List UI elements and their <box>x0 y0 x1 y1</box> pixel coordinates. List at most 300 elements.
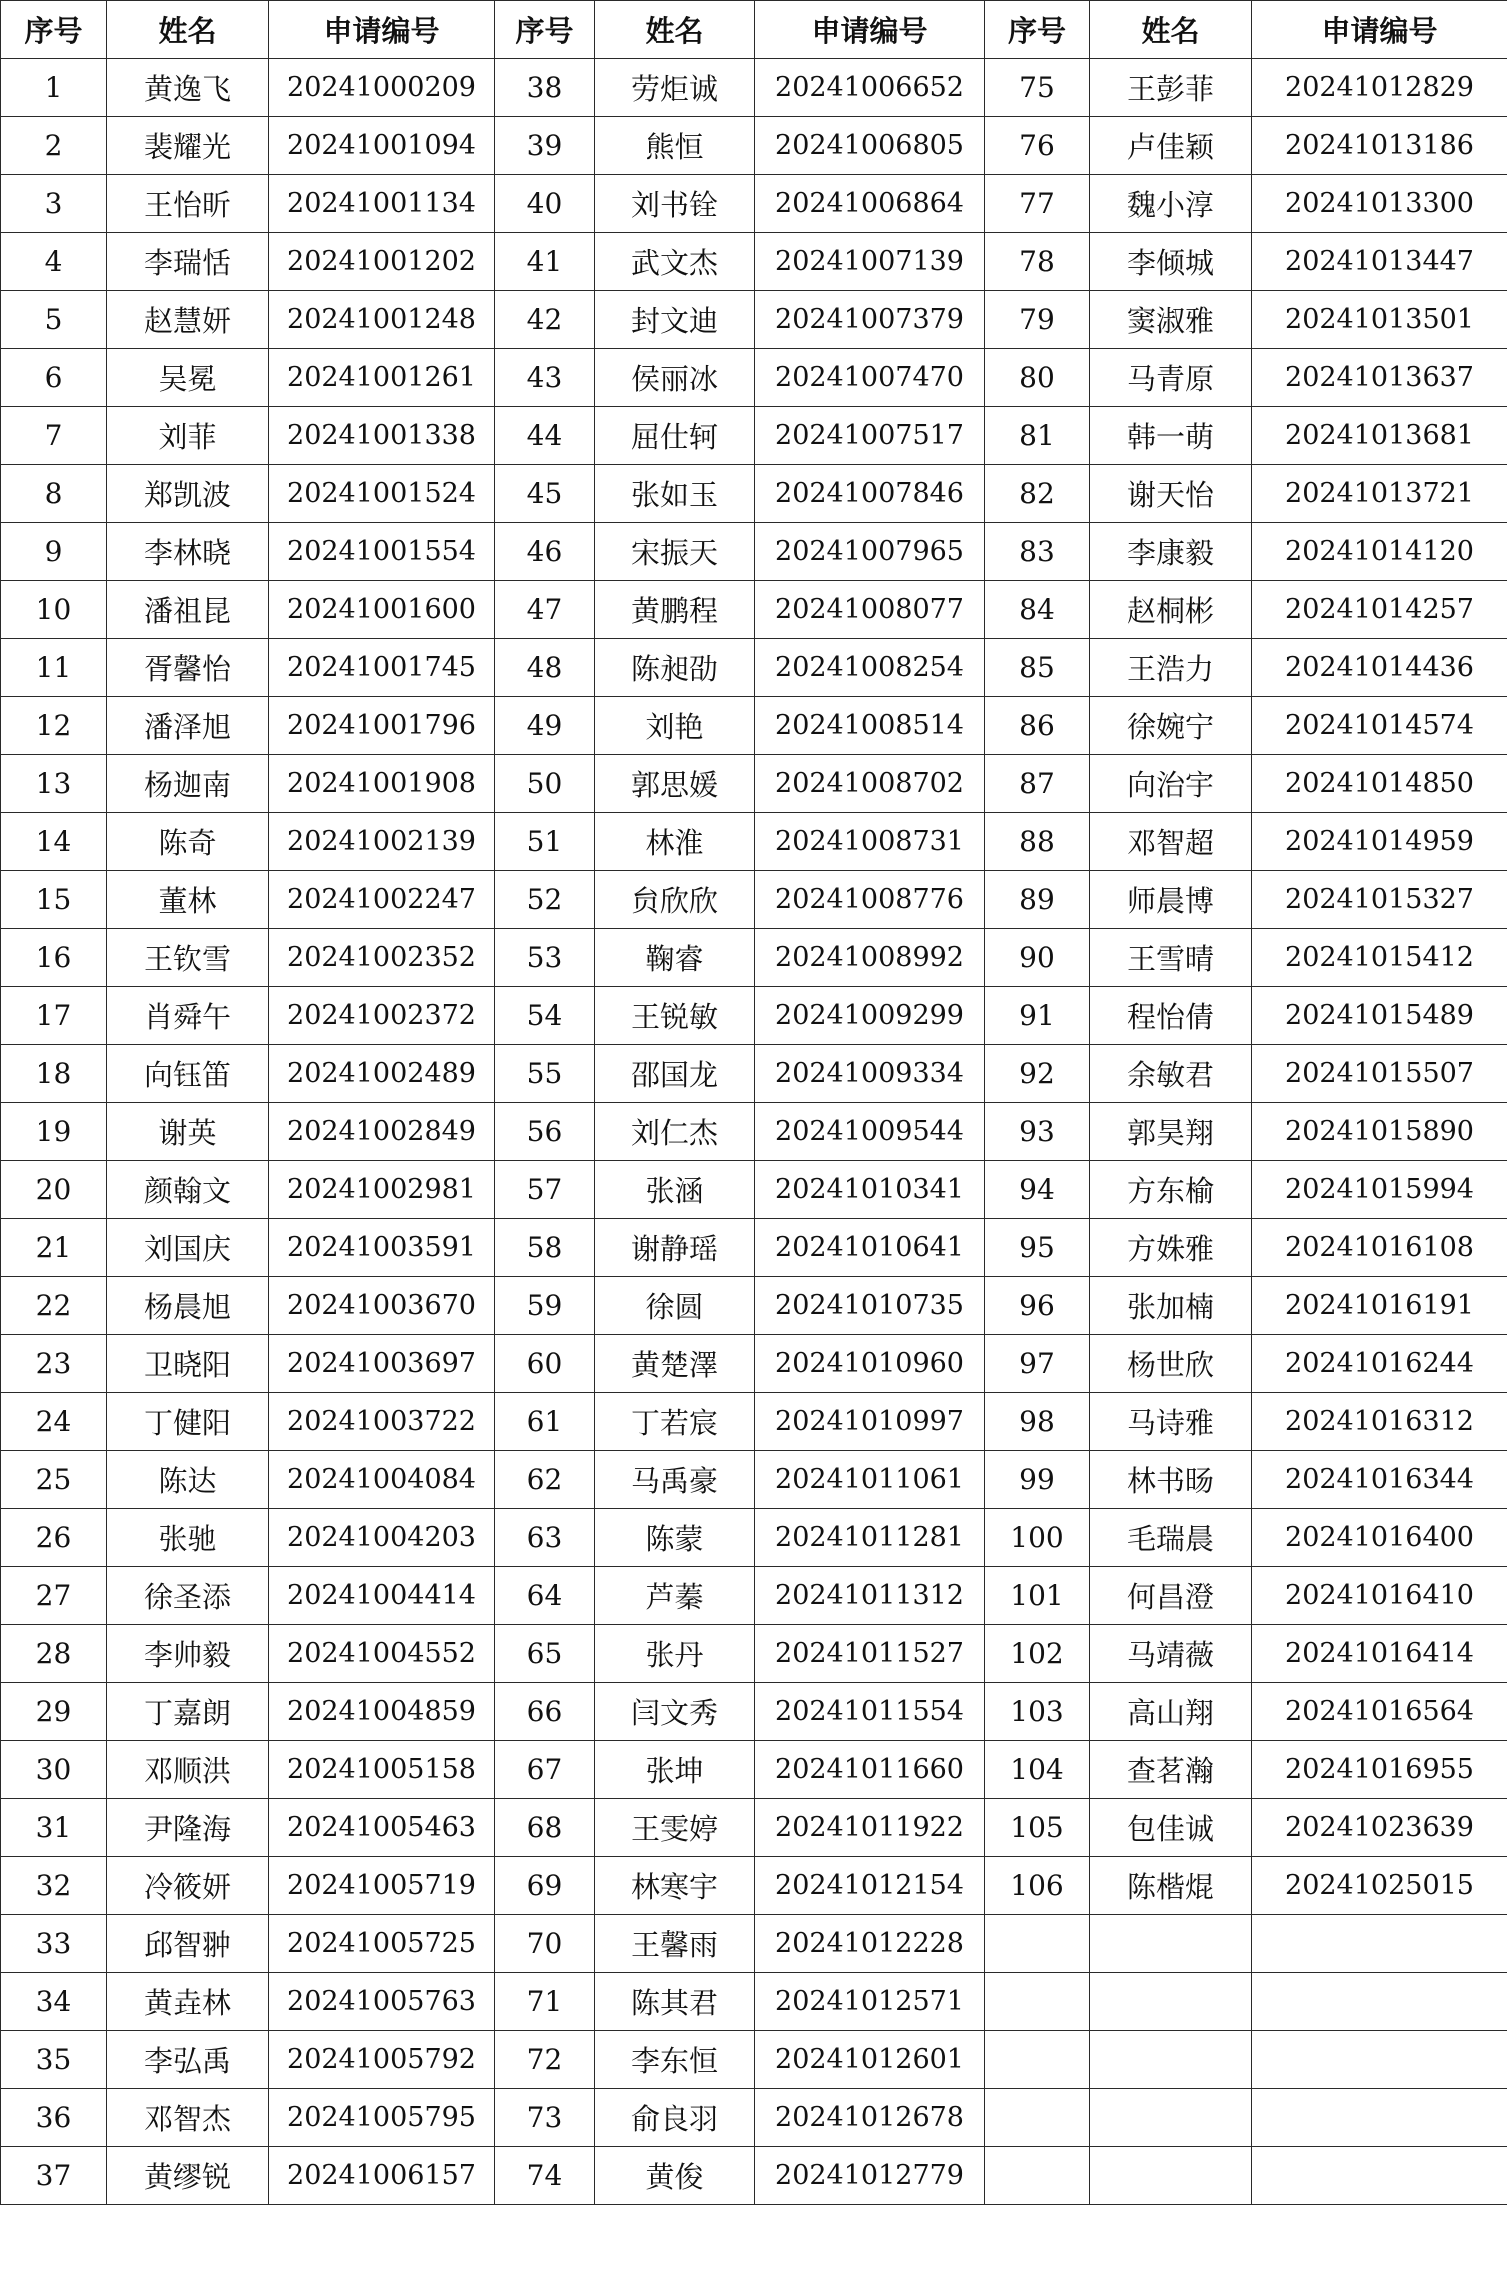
name-cell: 李东恒 <box>595 2031 755 2089</box>
seq-cell: 86 <box>985 697 1090 755</box>
app-no-cell: 20241009299 <box>755 987 985 1045</box>
seq-cell: 106 <box>985 1857 1090 1915</box>
name-cell: 陈奇 <box>107 813 269 871</box>
table-row <box>1 813 1507 871</box>
table-row <box>1 1509 1507 1567</box>
name-cell: 丁健阳 <box>107 1393 269 1451</box>
name-cell: 黄鹏程 <box>595 581 755 639</box>
app-no-cell: 20241004552 <box>269 1625 495 1683</box>
name-cell: 李倾城 <box>1090 233 1252 291</box>
app-no-cell: 20241016312 <box>1252 1393 1507 1451</box>
seq-cell: 81 <box>985 407 1090 465</box>
seq-cell: 22 <box>1 1277 107 1335</box>
name-cell: 陈楷焜 <box>1090 1857 1252 1915</box>
app-no-cell: 20241006652 <box>755 59 985 117</box>
seq-cell: 58 <box>495 1219 595 1277</box>
name-cell: 赵慧妍 <box>107 291 269 349</box>
seq-cell: 14 <box>1 813 107 871</box>
name-cell: 王浩力 <box>1090 639 1252 697</box>
seq-cell: 5 <box>1 291 107 349</box>
table-row <box>1 523 1507 581</box>
seq-cell: 60 <box>495 1335 595 1393</box>
name-cell: 郑凯波 <box>107 465 269 523</box>
name-cell: 杨晨旭 <box>107 1277 269 1335</box>
name-cell: 赵桐彬 <box>1090 581 1252 639</box>
header-seq: 序号 <box>985 1 1090 59</box>
seq-cell: 79 <box>985 291 1090 349</box>
app-no-cell: 20241001745 <box>269 639 495 697</box>
app-no-cell: 20241015489 <box>1252 987 1507 1045</box>
seq-cell: 16 <box>1 929 107 987</box>
header-app-no: 申请编号 <box>755 1 985 59</box>
name-cell: 谢天怡 <box>1090 465 1252 523</box>
table-row <box>1 1277 1507 1335</box>
app-no-cell: 20241012779 <box>755 2147 985 2205</box>
seq-cell: 56 <box>495 1103 595 1161</box>
table-row <box>1 987 1507 1045</box>
name-cell: 肖舜午 <box>107 987 269 1045</box>
name-cell: 李弘禹 <box>107 2031 269 2089</box>
seq-cell: 87 <box>985 755 1090 813</box>
seq-cell: 8 <box>1 465 107 523</box>
app-no-cell: 20241011922 <box>755 1799 985 1857</box>
app-no-cell: 20241003591 <box>269 1219 495 1277</box>
app-no-cell: 20241015890 <box>1252 1103 1507 1161</box>
app-no-cell: 20241008992 <box>755 929 985 987</box>
app-no-cell: 20241007379 <box>755 291 985 349</box>
name-cell: 王怡昕 <box>107 175 269 233</box>
name-cell: 向治宇 <box>1090 755 1252 813</box>
seq-cell: 53 <box>495 929 595 987</box>
name-cell: 宋振天 <box>595 523 755 581</box>
app-no-cell: 20241005158 <box>269 1741 495 1799</box>
app-no-cell: 20241007470 <box>755 349 985 407</box>
seq-cell: 84 <box>985 581 1090 639</box>
app-no-cell: 20241010735 <box>755 1277 985 1335</box>
name-cell: 余敏君 <box>1090 1045 1252 1103</box>
seq-cell: 105 <box>985 1799 1090 1857</box>
seq-cell: 51 <box>495 813 595 871</box>
seq-cell: 88 <box>985 813 1090 871</box>
seq-cell: 52 <box>495 871 595 929</box>
seq-cell: 6 <box>1 349 107 407</box>
name-cell: 刘仁杰 <box>595 1103 755 1161</box>
app-no-cell: 20241004859 <box>269 1683 495 1741</box>
app-no-cell: 20241016244 <box>1252 1335 1507 1393</box>
seq-cell: 70 <box>495 1915 595 1973</box>
seq-cell: 67 <box>495 1741 595 1799</box>
table-row <box>1 1335 1507 1393</box>
name-cell: 邓智杰 <box>107 2089 269 2147</box>
seq-cell: 95 <box>985 1219 1090 1277</box>
seq-cell: 29 <box>1 1683 107 1741</box>
seq-cell: 98 <box>985 1393 1090 1451</box>
seq-cell: 13 <box>1 755 107 813</box>
seq-cell: 4 <box>1 233 107 291</box>
app-no-cell: 20241016108 <box>1252 1219 1507 1277</box>
seq-cell: 68 <box>495 1799 595 1857</box>
table-row <box>1 1045 1507 1103</box>
table-row <box>1 2147 1507 2205</box>
app-no-cell <box>1252 2031 1507 2089</box>
name-cell: 吴冕 <box>107 349 269 407</box>
seq-cell: 21 <box>1 1219 107 1277</box>
seq-cell: 83 <box>985 523 1090 581</box>
seq-cell: 9 <box>1 523 107 581</box>
seq-cell: 27 <box>1 1567 107 1625</box>
app-no-cell: 20241001202 <box>269 233 495 291</box>
table-row <box>1 117 1507 175</box>
app-no-cell: 20241007139 <box>755 233 985 291</box>
app-no-cell: 20241010641 <box>755 1219 985 1277</box>
name-cell <box>1090 2031 1252 2089</box>
table-row <box>1 871 1507 929</box>
header-app-no: 申请编号 <box>269 1 495 59</box>
app-no-cell: 20241008702 <box>755 755 985 813</box>
app-no-cell: 20241005763 <box>269 1973 495 2031</box>
app-no-cell: 20241001248 <box>269 291 495 349</box>
app-no-cell: 20241011660 <box>755 1741 985 1799</box>
app-no-cell: 20241012154 <box>755 1857 985 1915</box>
app-no-cell: 20241011527 <box>755 1625 985 1683</box>
seq-cell: 31 <box>1 1799 107 1857</box>
seq-cell: 93 <box>985 1103 1090 1161</box>
name-cell: 师晨博 <box>1090 871 1252 929</box>
name-cell: 黄逸飞 <box>107 59 269 117</box>
name-cell: 张驰 <box>107 1509 269 1567</box>
name-cell: 谢英 <box>107 1103 269 1161</box>
seq-cell: 74 <box>495 2147 595 2205</box>
app-no-cell: 20241008514 <box>755 697 985 755</box>
seq-cell: 75 <box>985 59 1090 117</box>
name-cell: 张丹 <box>595 1625 755 1683</box>
seq-cell <box>985 1973 1090 2031</box>
seq-cell: 35 <box>1 2031 107 2089</box>
seq-cell: 3 <box>1 175 107 233</box>
app-no-cell <box>1252 1973 1507 2031</box>
seq-cell <box>985 2147 1090 2205</box>
app-no-cell: 20241014436 <box>1252 639 1507 697</box>
name-cell: 高山翔 <box>1090 1683 1252 1741</box>
table-row <box>1 465 1507 523</box>
seq-cell: 32 <box>1 1857 107 1915</box>
name-cell: 芦蓁 <box>595 1567 755 1625</box>
name-cell: 张加楠 <box>1090 1277 1252 1335</box>
seq-cell: 46 <box>495 523 595 581</box>
app-no-cell: 20241005725 <box>269 1915 495 1973</box>
seq-cell: 97 <box>985 1335 1090 1393</box>
app-no-cell: 20241001261 <box>269 349 495 407</box>
app-no-cell: 20241016410 <box>1252 1567 1507 1625</box>
seq-cell: 91 <box>985 987 1090 1045</box>
seq-cell: 77 <box>985 175 1090 233</box>
name-cell: 程怡倩 <box>1090 987 1252 1045</box>
app-no-cell: 20241003670 <box>269 1277 495 1335</box>
seq-cell: 1 <box>1 59 107 117</box>
name-cell: 徐婉宁 <box>1090 697 1252 755</box>
table-row <box>1 1567 1507 1625</box>
app-no-cell: 20241001338 <box>269 407 495 465</box>
app-no-cell: 20241001554 <box>269 523 495 581</box>
app-no-cell: 20241015327 <box>1252 871 1507 929</box>
app-no-cell: 20241015412 <box>1252 929 1507 987</box>
table-row <box>1 2031 1507 2089</box>
seq-cell: 61 <box>495 1393 595 1451</box>
seq-cell: 50 <box>495 755 595 813</box>
name-cell: 刘国庆 <box>107 1219 269 1277</box>
seq-cell: 33 <box>1 1915 107 1973</box>
seq-cell: 17 <box>1 987 107 1045</box>
name-cell: 王彭菲 <box>1090 59 1252 117</box>
seq-cell: 15 <box>1 871 107 929</box>
app-no-cell: 20241001796 <box>269 697 495 755</box>
seq-cell: 26 <box>1 1509 107 1567</box>
name-cell: 鞠睿 <box>595 929 755 987</box>
seq-cell: 82 <box>985 465 1090 523</box>
seq-cell: 96 <box>985 1277 1090 1335</box>
name-cell: 毛瑞晨 <box>1090 1509 1252 1567</box>
app-no-cell: 20241014120 <box>1252 523 1507 581</box>
seq-cell: 34 <box>1 1973 107 2031</box>
seq-cell: 104 <box>985 1741 1090 1799</box>
header-row <box>1 1 1507 59</box>
name-cell: 颜翰文 <box>107 1161 269 1219</box>
header-app-no: 申请编号 <box>1252 1 1507 59</box>
name-cell: 武文杰 <box>595 233 755 291</box>
app-no-cell: 20241013300 <box>1252 175 1507 233</box>
seq-cell: 64 <box>495 1567 595 1625</box>
name-cell: 王雪晴 <box>1090 929 1252 987</box>
header-seq: 序号 <box>1 1 107 59</box>
seq-cell: 72 <box>495 2031 595 2089</box>
app-no-cell: 20241016191 <box>1252 1277 1507 1335</box>
name-cell: 卫晓阳 <box>107 1335 269 1393</box>
app-no-cell: 20241014257 <box>1252 581 1507 639</box>
seq-cell: 92 <box>985 1045 1090 1103</box>
name-cell: 马靖薇 <box>1090 1625 1252 1683</box>
app-no-cell: 20241005792 <box>269 2031 495 2089</box>
table-row <box>1 1451 1507 1509</box>
name-cell: 邵国龙 <box>595 1045 755 1103</box>
app-no-cell: 20241002352 <box>269 929 495 987</box>
seq-cell <box>985 1915 1090 1973</box>
app-no-cell: 20241006864 <box>755 175 985 233</box>
header-name: 姓名 <box>1090 1 1252 59</box>
name-cell: 魏小淳 <box>1090 175 1252 233</box>
app-no-cell: 20241001908 <box>269 755 495 813</box>
name-cell: 杨迦南 <box>107 755 269 813</box>
app-no-cell: 20241016564 <box>1252 1683 1507 1741</box>
app-no-cell: 20241001600 <box>269 581 495 639</box>
name-cell <box>1090 1973 1252 2031</box>
roster-body <box>1 59 1507 2205</box>
seq-cell: 65 <box>495 1625 595 1683</box>
app-no-cell: 20241010341 <box>755 1161 985 1219</box>
seq-cell: 62 <box>495 1451 595 1509</box>
app-no-cell: 20241025015 <box>1252 1857 1507 1915</box>
name-cell: 包佳诚 <box>1090 1799 1252 1857</box>
app-no-cell: 20241013186 <box>1252 117 1507 175</box>
name-cell: 王馨雨 <box>595 1915 755 1973</box>
table-row <box>1 639 1507 697</box>
app-no-cell: 20241002489 <box>269 1045 495 1103</box>
seq-cell: 49 <box>495 697 595 755</box>
table-row <box>1 1973 1507 2031</box>
table-row <box>1 1625 1507 1683</box>
app-no-cell: 20241009544 <box>755 1103 985 1161</box>
seq-cell <box>985 2089 1090 2147</box>
seq-cell: 30 <box>1 1741 107 1799</box>
name-cell: 张涵 <box>595 1161 755 1219</box>
name-cell <box>1090 1915 1252 1973</box>
table-row <box>1 1915 1507 1973</box>
name-cell: 郭昊翔 <box>1090 1103 1252 1161</box>
seq-cell: 55 <box>495 1045 595 1103</box>
name-cell: 黄楚澤 <box>595 1335 755 1393</box>
seq-cell: 20 <box>1 1161 107 1219</box>
seq-cell: 66 <box>495 1683 595 1741</box>
seq-cell: 23 <box>1 1335 107 1393</box>
table-row <box>1 1683 1507 1741</box>
app-no-cell: 20241000209 <box>269 59 495 117</box>
name-cell: 刘书铨 <box>595 175 755 233</box>
app-no-cell: 20241013501 <box>1252 291 1507 349</box>
seq-cell: 90 <box>985 929 1090 987</box>
table-row <box>1 1161 1507 1219</box>
seq-cell: 57 <box>495 1161 595 1219</box>
table-row <box>1 407 1507 465</box>
seq-cell: 2 <box>1 117 107 175</box>
app-no-cell: 20241016955 <box>1252 1741 1507 1799</box>
name-cell: 劳炬诚 <box>595 59 755 117</box>
seq-cell: 89 <box>985 871 1090 929</box>
table-row <box>1 291 1507 349</box>
name-cell: 潘泽旭 <box>107 697 269 755</box>
name-cell: 方东榆 <box>1090 1161 1252 1219</box>
seq-cell: 78 <box>985 233 1090 291</box>
seq-cell: 94 <box>985 1161 1090 1219</box>
app-no-cell <box>1252 2147 1507 2205</box>
name-cell: 熊恒 <box>595 117 755 175</box>
table-row <box>1 1741 1507 1799</box>
seq-cell: 71 <box>495 1973 595 2031</box>
app-no-cell: 20241016414 <box>1252 1625 1507 1683</box>
name-cell: 陈达 <box>107 1451 269 1509</box>
table-row <box>1 233 1507 291</box>
table-row <box>1 1799 1507 1857</box>
seq-cell: 7 <box>1 407 107 465</box>
table-row <box>1 59 1507 117</box>
seq-cell: 39 <box>495 117 595 175</box>
app-no-cell: 20241005795 <box>269 2089 495 2147</box>
name-cell: 丁嘉朗 <box>107 1683 269 1741</box>
name-cell: 潘祖昆 <box>107 581 269 639</box>
seq-cell: 85 <box>985 639 1090 697</box>
name-cell: 王雯婷 <box>595 1799 755 1857</box>
name-cell: 马青原 <box>1090 349 1252 407</box>
seq-cell: 43 <box>495 349 595 407</box>
name-cell: 刘艳 <box>595 697 755 755</box>
app-no-cell: 20241005719 <box>269 1857 495 1915</box>
app-no-cell: 20241002247 <box>269 871 495 929</box>
name-cell: 李瑞恬 <box>107 233 269 291</box>
table-row <box>1 929 1507 987</box>
table-row <box>1 1393 1507 1451</box>
app-no-cell: 20241011281 <box>755 1509 985 1567</box>
name-cell: 黄缪锐 <box>107 2147 269 2205</box>
app-no-cell: 20241008077 <box>755 581 985 639</box>
app-no-cell: 20241013637 <box>1252 349 1507 407</box>
seq-cell: 18 <box>1 1045 107 1103</box>
app-no-cell: 20241012601 <box>755 2031 985 2089</box>
app-no-cell: 20241012829 <box>1252 59 1507 117</box>
table-row <box>1 175 1507 233</box>
app-no-cell: 20241013447 <box>1252 233 1507 291</box>
name-cell: 邓顺洪 <box>107 1741 269 1799</box>
seq-cell: 80 <box>985 349 1090 407</box>
name-cell: 王锐敏 <box>595 987 755 1045</box>
name-cell: 林寒宇 <box>595 1857 755 1915</box>
app-no-cell: 20241016400 <box>1252 1509 1507 1567</box>
name-cell: 陈昶劭 <box>595 639 755 697</box>
app-no-cell: 20241007965 <box>755 523 985 581</box>
seq-cell: 44 <box>495 407 595 465</box>
seq-cell: 19 <box>1 1103 107 1161</box>
app-no-cell: 20241014850 <box>1252 755 1507 813</box>
app-no-cell: 20241003697 <box>269 1335 495 1393</box>
name-cell: 屈仕轲 <box>595 407 755 465</box>
name-cell: 林书旸 <box>1090 1451 1252 1509</box>
app-no-cell: 20241012678 <box>755 2089 985 2147</box>
name-cell: 杨世欣 <box>1090 1335 1252 1393</box>
app-no-cell: 20241015994 <box>1252 1161 1507 1219</box>
app-no-cell: 20241004203 <box>269 1509 495 1567</box>
name-cell: 查茗瀚 <box>1090 1741 1252 1799</box>
seq-cell: 47 <box>495 581 595 639</box>
name-cell: 马禹豪 <box>595 1451 755 1509</box>
app-no-cell: 20241001094 <box>269 117 495 175</box>
app-no-cell: 20241015507 <box>1252 1045 1507 1103</box>
seq-cell: 73 <box>495 2089 595 2147</box>
name-cell: 侯丽冰 <box>595 349 755 407</box>
app-no-cell: 20241007517 <box>755 407 985 465</box>
app-no-cell: 20241007846 <box>755 465 985 523</box>
name-cell: 卢佳颖 <box>1090 117 1252 175</box>
seq-cell: 99 <box>985 1451 1090 1509</box>
name-cell: 胥馨怡 <box>107 639 269 697</box>
app-no-cell: 20241002139 <box>269 813 495 871</box>
name-cell: 董林 <box>107 871 269 929</box>
app-no-cell: 20241001134 <box>269 175 495 233</box>
seq-cell: 38 <box>495 59 595 117</box>
name-cell: 冷筱妍 <box>107 1857 269 1915</box>
name-cell: 黄俊 <box>595 2147 755 2205</box>
name-cell: 李林晓 <box>107 523 269 581</box>
app-no-cell: 20241014959 <box>1252 813 1507 871</box>
app-no-cell: 20241008731 <box>755 813 985 871</box>
app-no-cell: 20241013681 <box>1252 407 1507 465</box>
name-cell: 张如玉 <box>595 465 755 523</box>
name-cell: 郭思媛 <box>595 755 755 813</box>
app-no-cell: 20241002981 <box>269 1161 495 1219</box>
seq-cell: 36 <box>1 2089 107 2147</box>
seq-cell: 37 <box>1 2147 107 2205</box>
name-cell: 陈其君 <box>595 1973 755 2031</box>
app-no-cell: 20241006157 <box>269 2147 495 2205</box>
name-cell: 马诗雅 <box>1090 1393 1252 1451</box>
name-cell: 黄垚林 <box>107 1973 269 2031</box>
seq-cell: 45 <box>495 465 595 523</box>
